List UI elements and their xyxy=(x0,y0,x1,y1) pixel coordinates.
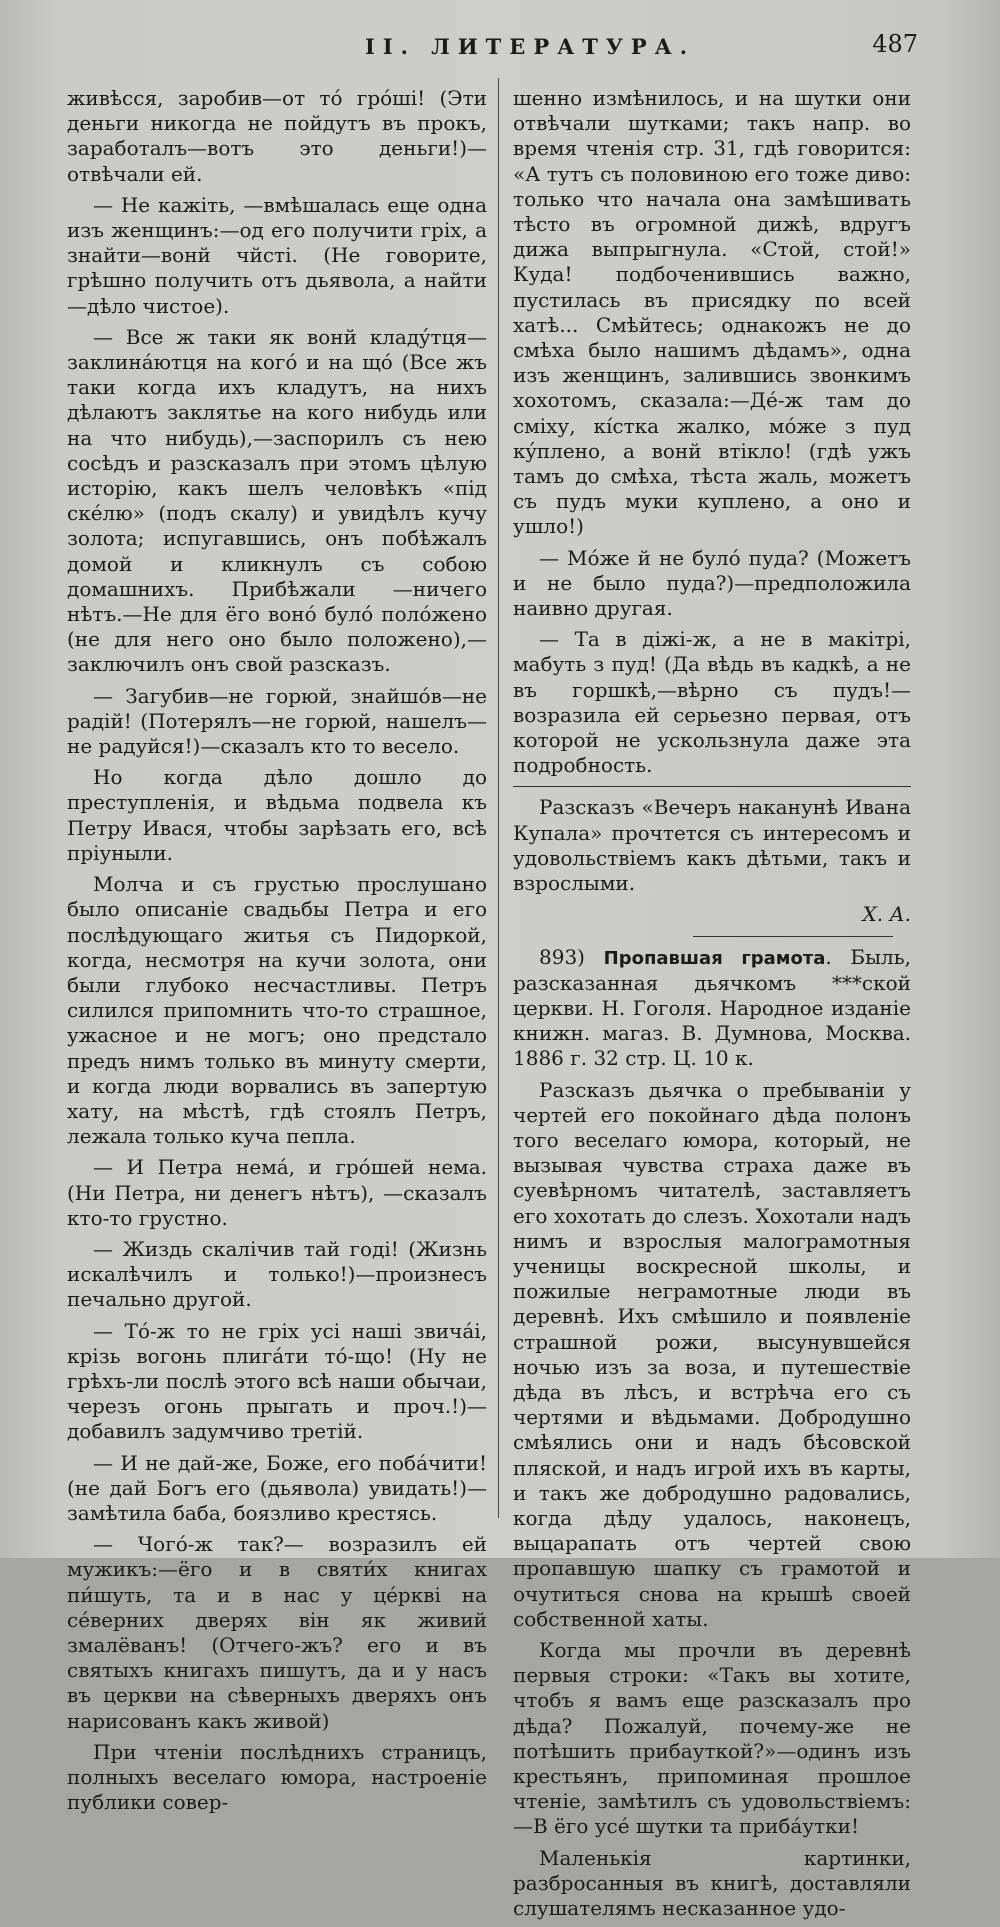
paragraph: Разсказъ дьячка о пребываніи у чертей его покойнаго дѣда полонъ того веселаго юмора, который, не вызывая чувства страха даже въ суевѣрномъ читателѣ, заставляетъ его хохотать до слезъ. Хохотали надъ нимъ и взрослыя малограмотныя ученицы воскресной школы, и пожилые неграмотные люди въ деревнѣ. Ихъ смѣшило и появленіе страшной рожи, высунувшейся ночью изъ за воза, и путешествіе дѣда въ лѣсъ, и встрѣча его съ чертями и вѣдьмами. Добродушно смѣялись они и надъ бѣсовской пляской, и надъ игрой ихъ въ карты, и такъ же добродушно радовались, когда дѣду удалось, наконецъ, выцарапать отъ чертей свою пропавшую шапку съ грамотой и очутиться снова на крышѣ своей собственной хаты. xyxy=(513,1077,911,1631)
paragraph: живѣсся, заробив—от тó грóші! (Эти деньги никогда не пойдутъ въ прокъ, заработалъ—вотъ это деньги!)—отвѣчали ей. xyxy=(67,86,487,186)
paragraph: — Жиздь скалічив тай годі! (Жизнь искалѣчилъ и только!)—произнесъ печально другой. xyxy=(67,1236,487,1312)
section-title: II. ЛИТЕРАТУРА. xyxy=(365,34,696,59)
section-rule xyxy=(513,786,911,787)
paragraph: — Не кажіть, —вмѣшалась еще одна изъ женщинъ:—од его получити гріх, а знайти—вонй чйсті. (Не говорите, грѣшно получить отъ дьявола, а найти—дѣло чистое). xyxy=(67,192,487,318)
book-entry xyxy=(513,945,911,1072)
paragraph: Когда мы прочли въ деревнѣ первыя строки: «Такъ вы хотите, чтобъ я вамъ еще разсказалъ про дѣда? Пожалуй, почему-же не потѣшить прибауткой?»—одинъ изъ крестьянъ, припоминая прошлое чтеніе, замѣтилъ съ удовольствіемъ:—В ёго усé шутки та прибáутки! xyxy=(513,1637,911,1839)
paragraph: — Чогó-ж так?— возразилъ ей мужикъ:—ёго и в святи́х книгах пи́шуть, та и в нас у цéркві на сéверних дверях він як живий змалёванъ! (Отчего-жъ? его и въ святыхъ книгахъ пишутъ, да и у насъ въ церкви на сѣверныхъ дверяхъ онъ нарисованъ какъ живой) xyxy=(67,1532,487,1733)
paragraph: — И не дай-же, Боже, его побáчити! (не дай Богъ его (дьявола) увидать!)—замѣтила баба, боязливо крестясь. xyxy=(67,1450,487,1525)
right-column xyxy=(513,86,911,1927)
paragraph: Маленькія картинки, разбросанныя въ книгѣ, доставляли слушателямъ несказанное удо- xyxy=(513,1845,911,1921)
paragraph: — Тó-ж то не гріх усі наші звичáі, крізь вогонь плигáти тó-що! (Ну не грѣхъ-ли послѣ этого всѣ наши обычаи, черезъ огонь прыгать и проч.!)—добавилъ задумчиво третій. xyxy=(67,1318,487,1444)
page-header xyxy=(0,28,1000,68)
signature: Х. А. xyxy=(862,902,911,927)
paragraph: — Та в діжі-ж, а не в макітрі, мабуть з пуд! (Да вѣдь въ кадкѣ, а не въ горшкѣ,—вѣрно съ пудъ!—возразила ей серьезно первая, отъ которой не ускользнула даже эта подробность. xyxy=(513,627,911,778)
paragraph: — И Петра немá, и грóшей нема. (Ни Петра, ни денегъ нѣтъ), —сказалъ кто-то грустно. xyxy=(67,1155,487,1230)
paragraph: Молча и съ грустью прослушано было описаніе свадьбы Петра и его послѣдующаго житья съ Пидоркой, когда, несмотря на кучи золота, они были глубоко несчастливы. Петръ силился припомнить что-то страшное, ужасное и не могъ; оно предстало предъ нимъ только въ минуту смерти, и когда люди ворвались въ запертую хату, на мѣстѣ, гдѣ стоялъ Петръ, лежала только куча пепла. xyxy=(67,872,487,1149)
entry-details: . Быль, разсказанная дьячкомъ ***ской церкви. Н. Гоголя. Народное изданіе книжн. магаз. В. Думнова, Москва. 1886 г. 32 стр. Ц. 10 к. xyxy=(513,944,911,1071)
paragraph: При чтеніи послѣднихъ страницъ, полныхъ веселаго юмора, настроеніе публики совер- xyxy=(67,1739,487,1815)
page-number: 487 xyxy=(872,30,918,58)
entry-rule xyxy=(693,936,893,937)
left-column xyxy=(67,86,487,1821)
entry-number: 893) xyxy=(539,944,585,969)
paragraph: — Все ж таки як вонй кладýтця—заклинáютця на когó и на щó (Все жъ таки когда ихъ кладутъ, на нихъ дѣлаютъ заклятье на кого нибудь или на что нибудь),—заспорилъ съ нею сосѣдъ и разсказалъ при этомъ цѣлую исторію, какъ шелъ человѣкъ «під скéлю» (подъ скалу) и увидѣлъ кучу золота; испугавшись, онъ побѣжалъ домой и кликнулъ съ собою домашнихъ. Прибѣжали —ничего нѣтъ.—Не для ёго вонó булó полóжено (не для него оно было положено),—заключилъ онъ свой разсказъ. xyxy=(67,324,487,677)
review-closing: Разсказъ «Вечеръ наканунѣ Ивана Купала» прочтется съ интересомъ и удовольствіемъ какъ дѣтьми, такъ и взрослыми. xyxy=(513,795,911,896)
paragraph: Но когда дѣло дошло до преступленія, и вѣдьма подвела къ Петру Ивася, чтобы зарѣзать его, всѣ пріуныли. xyxy=(67,765,487,865)
entry-title: Пропавшая грамота xyxy=(603,947,826,969)
paragraph: — Загубив—не горюй, знайшóв—не радій! (Потерялъ—не горюй, нашелъ—не радуйся!)—сказалъ кто то весело. xyxy=(67,683,487,759)
column-divider xyxy=(498,78,499,1518)
paragraph: шенно измѣнилось, и на шутки они отвѣчали шутками; такъ напр. во время чтенія стр. 31, гдѣ говорится: «А тутъ съ половиною его тоже диво: только что начала она замѣшивать тѣсто въ огромной дижѣ, вдругъ дижа выпрыгнула. «Стой, стой!» Куда! подбоченившись важно, пустилась въ присядку по всей хатѣ... Смѣйтесь; однакожъ не до смѣха было нашимъ дѣдамъ», одна изъ женщинъ, залившись звонкимъ хохотомъ, сказала:—Дé-ж там до сміху, кі́стка жалко, мóже з пуд кýплено, а вонй втікло! (гдѣ ужъ тамъ до смѣха, тѣста жаль, можетъ съ пудъ муки куплено, а оно и ушло!) xyxy=(513,86,911,539)
paragraph: — Мóже й не булó пуда? (Можетъ и не было пуда?)—предположила наивно другая. xyxy=(513,545,911,621)
